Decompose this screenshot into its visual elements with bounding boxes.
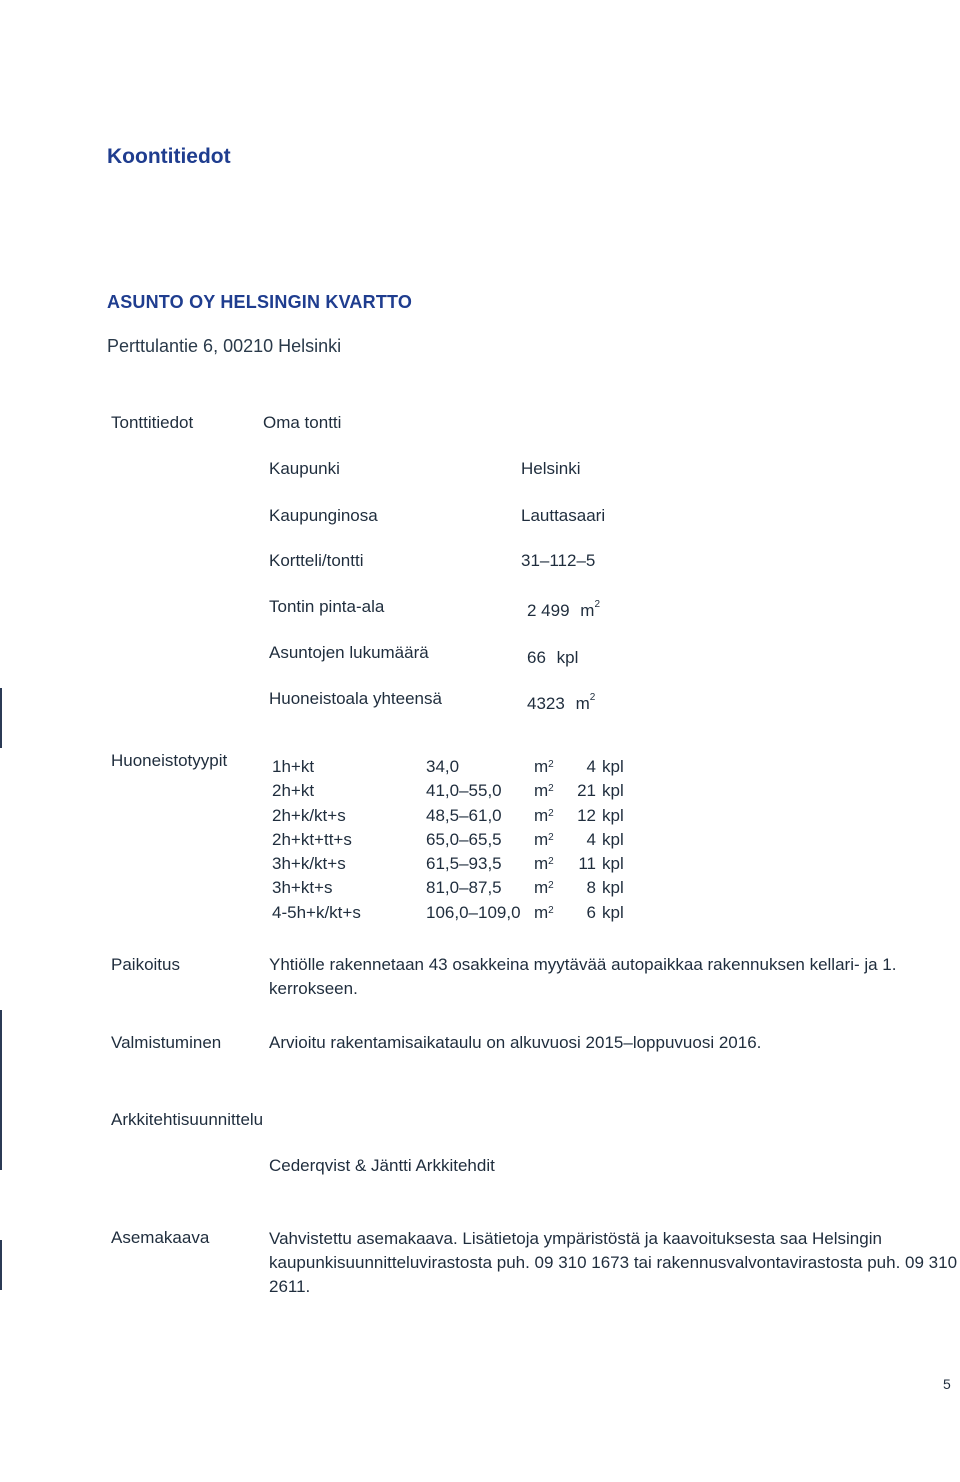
apartment-type: 2h+kt <box>272 781 315 801</box>
parking-label: Paikoitus <box>111 955 180 974</box>
plot-row-label: Huoneistoala yhteensä <box>269 689 442 708</box>
plot-row-label: Kaupunki <box>269 459 340 478</box>
floor-area-value: 4323 <box>527 694 565 713</box>
apartment-count: 12 <box>577 805 596 825</box>
apartment-area-unit <box>534 779 570 803</box>
area-unit-sup: 2 <box>548 783 554 795</box>
area-unit-sup: 2 <box>548 759 554 770</box>
completion-label: Valmistuminen <box>111 1033 222 1052</box>
area-unit-sup: 2 <box>548 880 554 892</box>
apartment-types-table <box>272 755 624 925</box>
zoning-text: Vahvistettu asemakaava. Lisätietoja ympäristöstä ja kaavoituksesta saa Helsingin kaupunkisuunnitteluvirastosta puh. 09 310 1673 tai rakennusvalvontavirastosta puh. 09 310 2611. <box>269 1229 958 1296</box>
plot-row-label: Tontin pinta-ala <box>269 597 385 616</box>
company-name: ASUNTO OY HELSINGIN KVARTTO <box>107 292 413 312</box>
floor-area-unit-sup: 2 <box>589 692 596 703</box>
area-unit-text: m <box>534 829 549 849</box>
apartment-area-unit <box>534 876 570 900</box>
completion-text: Arvioitu rakentamisaikataulu on alkuvuosi 2015–loppuvuosi 2016. <box>269 1033 762 1052</box>
plot-row-value <box>527 601 600 621</box>
apartment-count-unit: kpl <box>602 805 624 825</box>
page-number: 5 <box>943 1376 951 1392</box>
plot-row-value <box>527 648 578 668</box>
apartment-area-unit <box>534 901 570 925</box>
architect-text: Cederqvist & Jäntti Arkkitehdit <box>269 1156 495 1175</box>
plot-section-label: Tonttitiedot <box>111 413 194 432</box>
parking-text: Yhtiölle rakennetaan 43 osakkeina myytävää autopaikkaa rakennuksen kellari- ja 1. kerrokseen. <box>269 955 897 998</box>
apartment-count: 4 <box>586 757 596 776</box>
apartment-type-row <box>272 876 624 900</box>
area-unit-sup: 2 <box>548 807 554 819</box>
apartment-area: 81,0–87,5 <box>426 878 502 898</box>
apartment-type: 2h+k/kt+s <box>272 805 346 825</box>
area-unit-sup: 2 <box>548 831 554 843</box>
floor-area-unit: m <box>575 694 590 713</box>
apartment-type-row <box>272 901 624 925</box>
apartment-count-unit: kpl <box>602 854 624 874</box>
area-unit-sup: 2 <box>548 904 554 916</box>
apartment-area-unit <box>534 755 570 779</box>
area-unit-text: m <box>534 757 549 776</box>
apartment-count: 8 <box>586 878 596 898</box>
apartment-count: 21 <box>577 781 596 801</box>
apartment-type-row <box>272 779 624 803</box>
apartment-count-unit: kpl <box>602 878 624 898</box>
apartment-count: 6 <box>586 902 596 922</box>
plot-row-label: Kaupunginosa <box>269 506 378 525</box>
apartment-area: 34,0 <box>426 757 460 776</box>
plot-area-unit: m <box>580 601 595 620</box>
apartment-count-unit: kpl <box>602 902 624 922</box>
zoning-label: Asemakaava <box>111 1228 210 1247</box>
apartment-area: 61,5–93,5 <box>426 854 502 874</box>
apartment-type: 3h+k/kt+s <box>272 854 346 874</box>
area-unit-text: m <box>534 902 549 922</box>
apartment-count-value: 66 <box>527 648 546 667</box>
apartment-type: 4-5h+k/kt+s <box>272 902 361 922</box>
apartment-count: 4 <box>586 829 596 849</box>
apartment-count-unit: kpl <box>556 648 579 667</box>
area-unit-text: m <box>534 854 549 874</box>
apartment-area: 65,0–65,5 <box>426 829 502 849</box>
apartment-area-unit <box>534 828 570 852</box>
apartment-type: 3h+kt+s <box>272 878 333 898</box>
apartment-area-unit <box>534 804 570 828</box>
apartment-type: 1h+kt <box>272 757 315 776</box>
apartment-type-row <box>272 852 624 876</box>
page-title: Koontitiedot <box>107 145 231 168</box>
apartment-count-unit: kpl <box>602 757 624 776</box>
apartment-area: 41,0–55,0 <box>426 781 502 801</box>
plot-ownership: Oma tontti <box>263 413 342 432</box>
plot-area-value: 2 499 <box>527 601 570 620</box>
apartment-type-row <box>272 755 624 779</box>
plot-row-label: Kortteli/tontti <box>269 551 364 570</box>
apartment-type: 2h+kt+tt+s <box>272 829 352 849</box>
apartment-type-row <box>272 804 624 828</box>
page-edge-mark <box>0 1010 2 1170</box>
plot-row-value: 31–112–5 <box>521 551 596 570</box>
area-unit-sup: 2 <box>548 856 554 868</box>
apartment-count: 11 <box>578 854 596 874</box>
plot-row-value <box>527 694 595 714</box>
plot-area-unit-sup: 2 <box>594 599 601 610</box>
apartment-area: 48,5–61,0 <box>426 805 502 825</box>
area-unit-text: m <box>534 781 549 801</box>
architect-label: Arkkitehtisuunnittelu <box>111 1110 264 1129</box>
apartment-area: 106,0–109,0 <box>426 902 521 922</box>
apartment-count-unit: kpl <box>602 829 624 849</box>
area-unit-text: m <box>534 878 549 898</box>
page-edge-mark <box>0 1240 2 1290</box>
apartment-area-unit <box>534 852 570 876</box>
area-unit-text: m <box>534 805 549 825</box>
plot-row-value: Lauttasaari <box>521 506 606 525</box>
plot-row-value: Helsinki <box>521 459 581 478</box>
plot-row-label: Asuntojen lukumäärä <box>269 643 429 662</box>
apartment-types-label: Huoneistotyypit <box>111 751 228 770</box>
page-edge-mark <box>0 688 2 748</box>
apartment-type-row <box>272 828 624 852</box>
company-address: Perttulantie 6, 00210 Helsinki <box>107 336 342 356</box>
apartment-count-unit: kpl <box>602 781 624 801</box>
